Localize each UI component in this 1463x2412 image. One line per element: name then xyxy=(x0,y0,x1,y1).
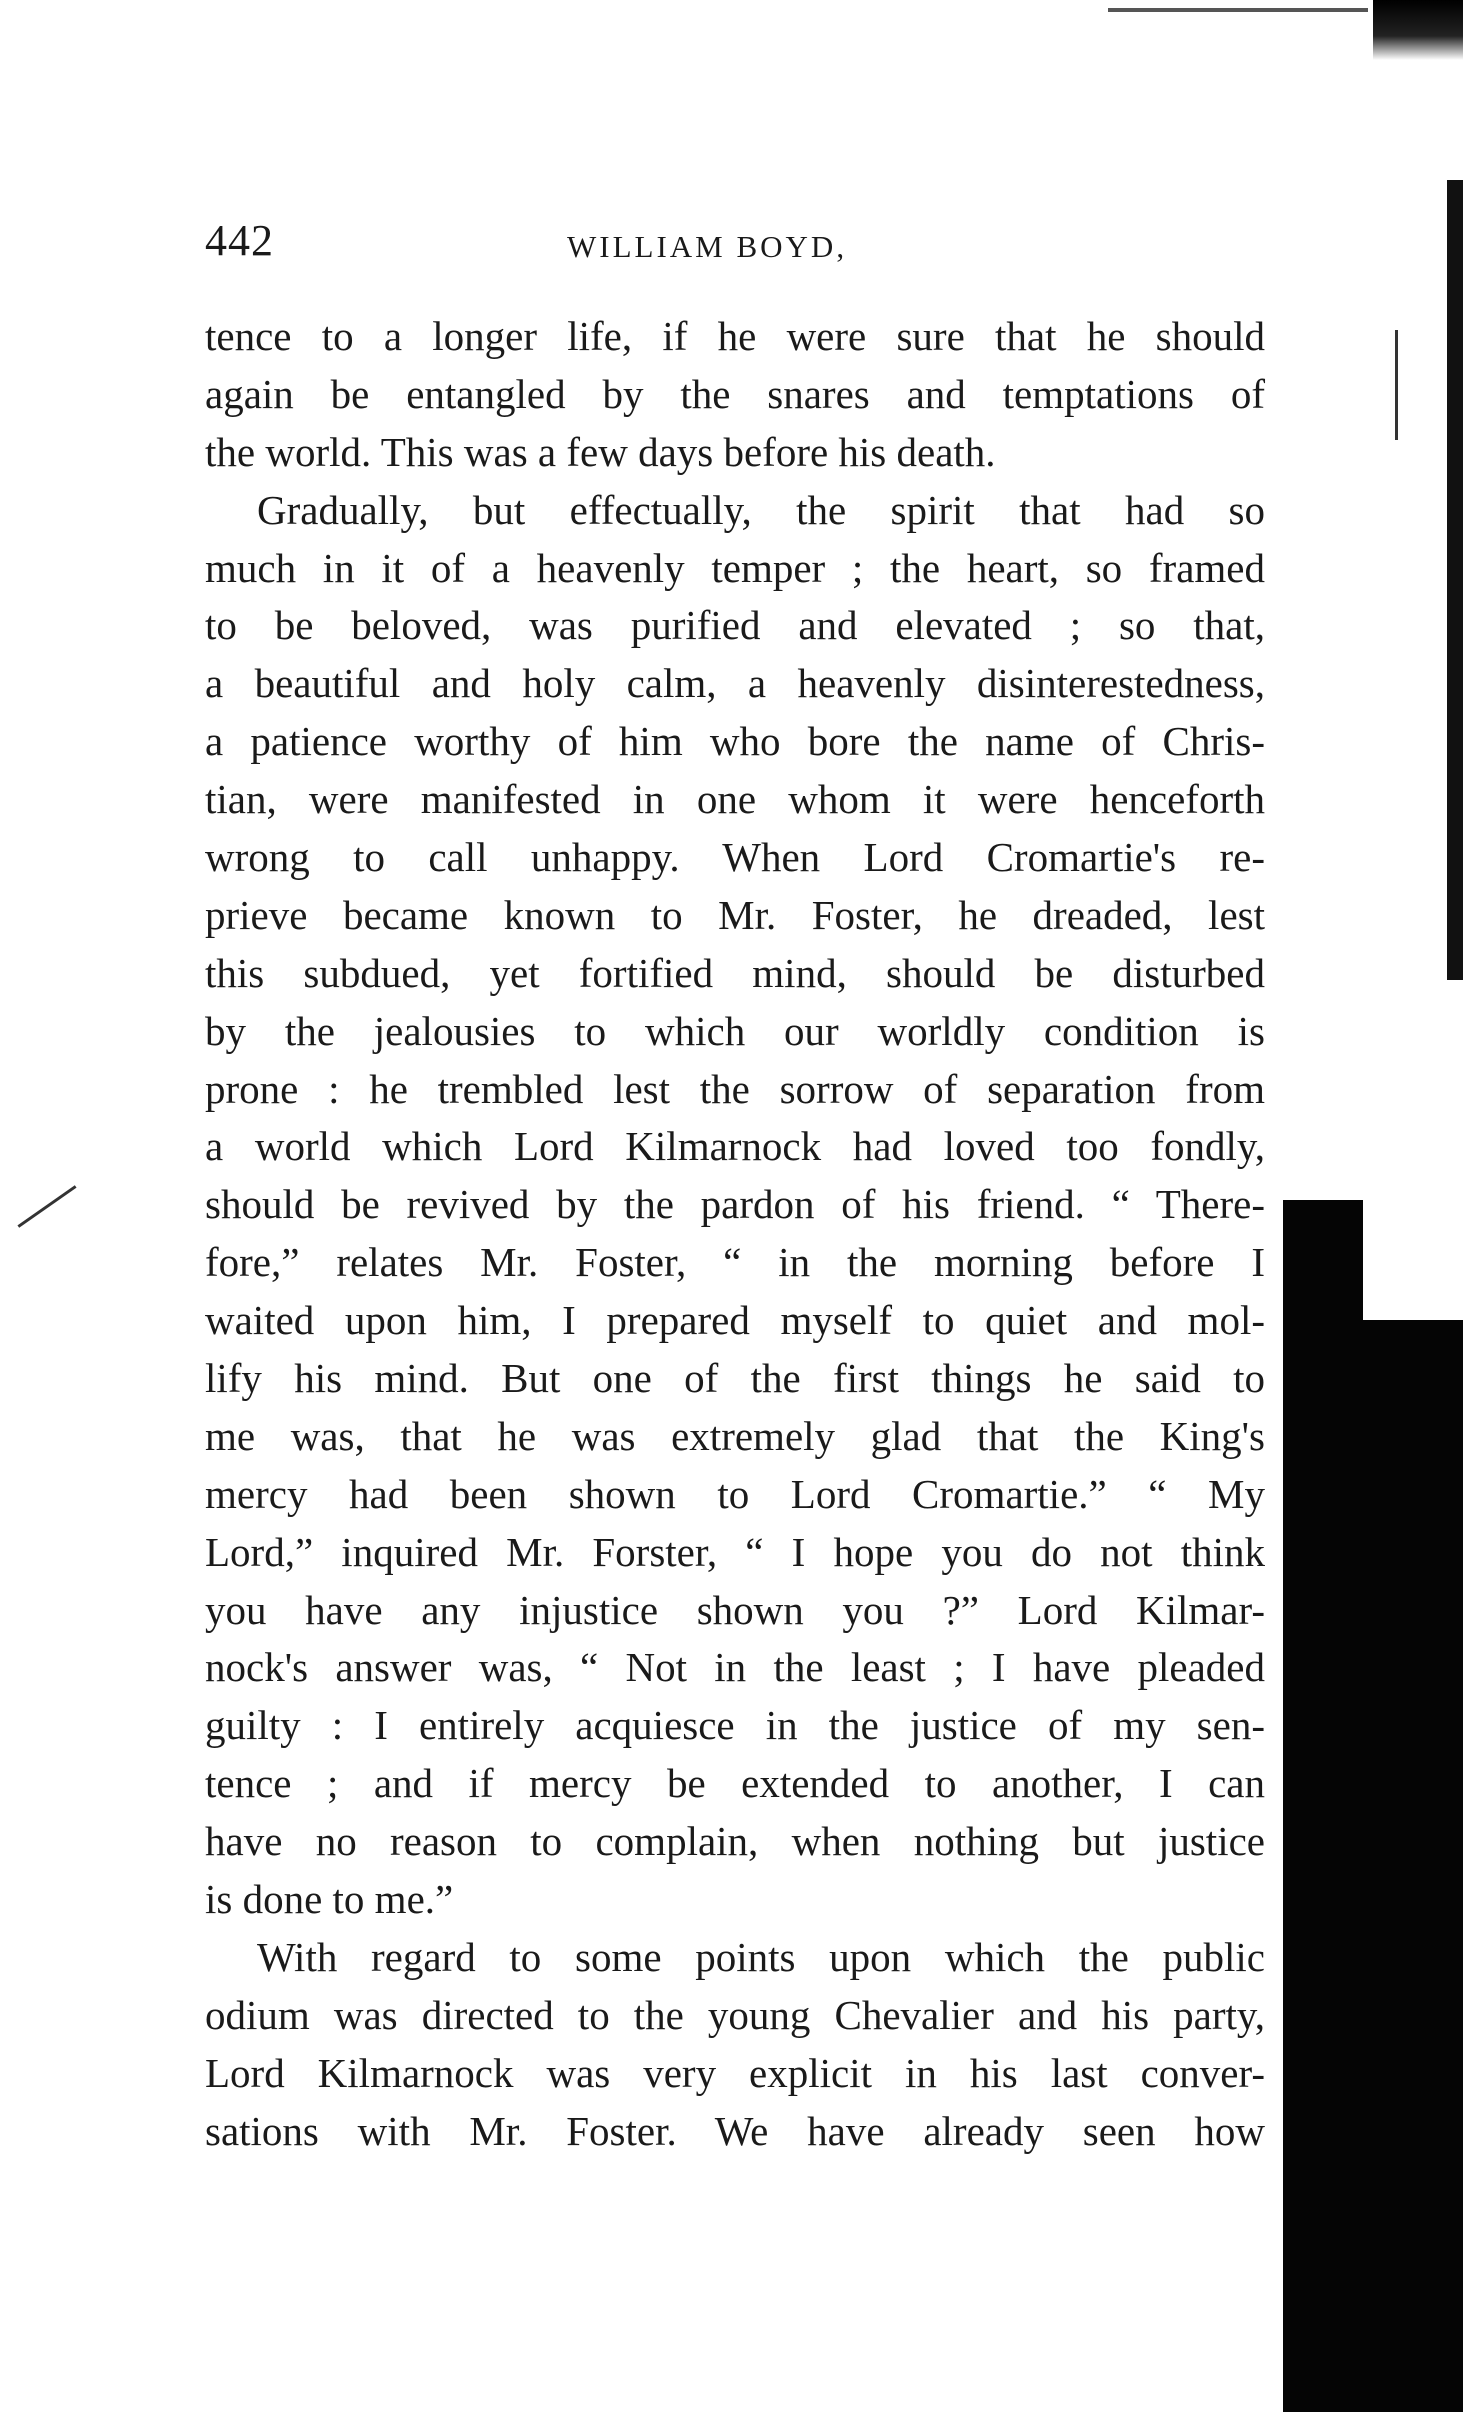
text-line: Gradually, but effectually, the spirit that had so xyxy=(257,486,1265,533)
running-head: WILLIAM BOYD, xyxy=(567,229,848,264)
text-line: the world. This was a few days before his death. xyxy=(205,428,996,475)
text-line: odium was directed to the young Chevalier and his party, xyxy=(205,1991,1265,2038)
text-line: again be entangled by the snares and temptations of xyxy=(205,370,1265,417)
text-line: Lord,” inquired Mr. Forster, “ I hope you do not think xyxy=(205,1528,1265,1575)
text-line: tian, were manifested in one whom it were henceforth xyxy=(205,776,1265,823)
text-line: to be beloved, was purified and elevated ; so that, xyxy=(205,602,1265,649)
text-line: a world which Lord Kilmarnock had loved too fondly, xyxy=(205,1123,1265,1170)
text-line: Lord Kilmarnock was very explicit in his last conver- xyxy=(205,2049,1265,2096)
text-line: sations with Mr. Foster. We have already seen how xyxy=(205,2107,1265,2154)
text-line: lify his mind. But one of the first things he said to xyxy=(205,1355,1265,1402)
text-line: tence ; and if mercy be extended to another, I can xyxy=(205,1760,1265,1807)
text-line: wrong to call unhappy. When Lord Cromartie's re- xyxy=(205,834,1265,881)
scan-mark-right xyxy=(1395,330,1398,440)
text-line: With regard to some points upon which the public xyxy=(257,1933,1265,1980)
page-header xyxy=(205,215,1265,285)
scan-shadow-step xyxy=(1363,1200,1463,1320)
page-number: 442 xyxy=(205,216,274,265)
text-line: prone : he trembled lest the sorrow of separation from xyxy=(205,1065,1265,1112)
text-line: by the jealousies to which our worldly condition is xyxy=(205,1007,1265,1054)
scan-mark-left xyxy=(17,1185,76,1228)
scan-shadow-block xyxy=(1283,1200,1463,2412)
text-line: mercy had been shown to Lord Cromartie.” “ My xyxy=(205,1470,1265,1517)
text-line: me was, that he was extremely glad that the King's xyxy=(205,1412,1265,1459)
scan-shadow-right-edge xyxy=(1447,180,1463,980)
text-line: much in it of a heavenly temper ; the heart, so framed xyxy=(205,544,1265,591)
text-line: waited upon him, I prepared myself to quiet and mol- xyxy=(205,1297,1265,1344)
body-text xyxy=(205,308,1265,2161)
text-line: tence to a longer life, if he were sure that he should xyxy=(205,313,1265,359)
scan-shadow-rule xyxy=(1108,8,1368,12)
text-line: nock's answer was, “ Not in the least ; I have pleaded xyxy=(205,1644,1265,1691)
text-line: prieve became known to Mr. Foster, he dreaded, lest xyxy=(205,891,1265,938)
text-line: you have any injustice shown you ?” Lord Kilmar- xyxy=(205,1586,1265,1633)
text-line: is done to me.” xyxy=(205,1876,454,1923)
text-line: guilty : I entirely acquiesce in the justice of my sen- xyxy=(205,1702,1265,1749)
scan-shadow-top xyxy=(1373,0,1463,60)
text-line: a beautiful and holy calm, a heavenly disinterestedness, xyxy=(205,660,1265,707)
text-line: have no reason to complain, when nothing but justice xyxy=(205,1818,1265,1865)
text-line: fore,” relates Mr. Foster, “ in the morning before I xyxy=(205,1239,1265,1286)
text-line: a patience worthy of him who bore the name of Chris- xyxy=(205,718,1265,765)
text-line: this subdued, yet fortified mind, should be disturbed xyxy=(205,949,1265,996)
text-line: should be revived by the pardon of his friend. “ There- xyxy=(205,1181,1265,1228)
